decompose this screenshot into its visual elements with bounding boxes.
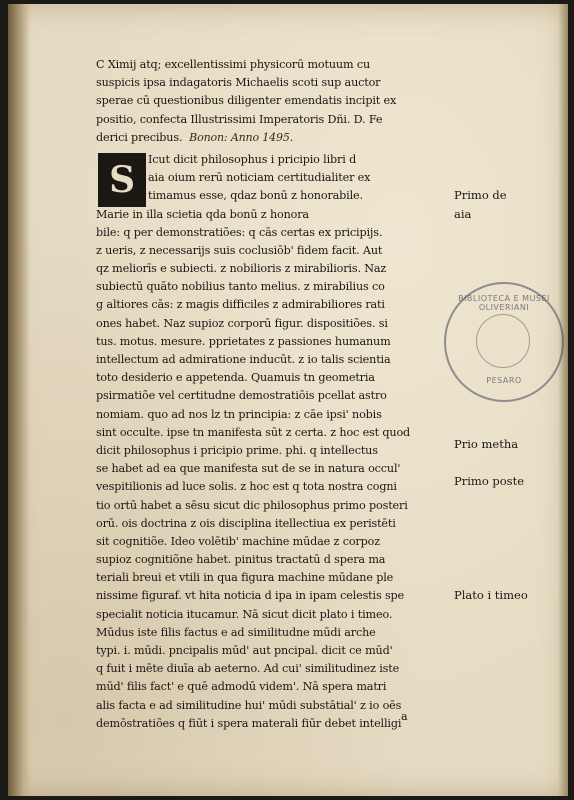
body-line: se habet ad ea que manifesta sut de se in natura occul' <box>96 462 401 476</box>
body-line: sint occulte. ipse tn manifesta sūt z certa. z hoc est quod <box>96 425 411 439</box>
body-line: z ueris, z necessarijs suis coclusiōb' fidem facit. Aut <box>96 243 383 257</box>
body-line: orū. ois doctrina z ois disciplina itellectiua ex peristēti <box>96 516 396 530</box>
decorated-initial-letter: S <box>98 153 146 207</box>
margin-note: Prio metha <box>454 437 519 451</box>
body-line: toto desiderio e appetenda. Quamuis tn geometria <box>96 371 375 385</box>
incipit-line: positio, confecta Illustrissimi Imperatoris Dñi. D. Fe <box>96 112 383 126</box>
body-line: demōstratiões q fiūt i spera materali fiūr debet intelligi <box>96 716 402 730</box>
body-line: psirmatiõe vel certitudne demostratiōis pcellat astro <box>96 389 387 403</box>
incipit-line: sperae cū questionibus diligenter emendatis incipit ex <box>96 94 397 108</box>
body-line: vespitilionis ad luce solis. z hoc est q tota nostra cogni <box>96 480 397 494</box>
body-line: qz meliorīs e subiecti. z nobilioris z mirabilioris. Naz <box>96 262 387 276</box>
body-line: aia oium rerū noticiam certitudialiter ex <box>148 171 371 185</box>
body-line: Icut dicit philosophus i pricipio libri d <box>148 152 357 166</box>
body-line: g altiores cās: z magis difficiles z admirabiliores rati <box>96 298 385 312</box>
main-text-column <box>96 56 441 733</box>
handwritten-date-note: Bonon: Anno 1495. <box>189 130 294 144</box>
signature-mark: a <box>401 710 408 723</box>
body-line: q fuit i mēte diuīa ab aeterno. Ad cui' similitudinez iste <box>96 662 400 676</box>
body-line: Mūdus iste filis factus e ad similitudne mūdi arche <box>96 625 376 639</box>
body-line: tus. motus. mesure. pprietates z passiones humanum <box>96 334 391 348</box>
book-page <box>8 4 568 796</box>
body-line: sit cognitiõe. Ideo volētib' machine mūdae z corpoz <box>96 534 380 548</box>
margin-note: Plato i timeo <box>454 588 528 602</box>
body-line: Marie in illa scietia qda bonū z honora <box>96 207 309 221</box>
incipit-line: C Ximij atq; excellentissimi physicorū motuum cu <box>96 58 371 71</box>
incipit-line: suspicis ipsa indagatoris Michaelis scoti sup auctor <box>96 76 381 90</box>
margin-note: Primo de <box>454 188 507 202</box>
body-line: specialit noticia itucamur. Nā sicut dicit plato i timeo. <box>96 607 393 621</box>
margin-note: aia <box>454 207 472 221</box>
stamp-emblem <box>476 314 530 368</box>
body-line: typi. i. mūdi. pncipalis mūd' aut pncipal. dicit ce mūd' <box>96 644 393 657</box>
margin-note: Primo poste <box>454 474 525 488</box>
incipit <box>96 56 441 147</box>
body-line: dicit philosophus i pricipio prime. phi. q intellectus <box>96 443 378 457</box>
stamp-bottom-text: PESARO <box>486 376 522 385</box>
stamp-top-text: BIBLIOTECA E MUSEI OLIVERIANI <box>458 294 550 312</box>
body-line: nissime figuraf. vt hita noticia d ipa in ipam celestis spe <box>96 589 405 603</box>
body-line: tio ortū habet a sēsu sicut dic philosophus primo posteri <box>96 498 408 512</box>
incipit-line <box>96 129 441 147</box>
body-line: bile: q per demonstratiões: q cās certas ex pricipijs. <box>96 225 383 239</box>
library-stamp <box>444 282 564 402</box>
binding-gutter <box>8 4 30 796</box>
body-line: ones habet. Naz supioz corporū figur. dispositiões. si <box>96 316 388 330</box>
incipit-line-end: derici precibus. <box>96 130 183 144</box>
body-line: teriali breui et vtili in qua figura machine mūdane ple <box>96 571 394 585</box>
body-line: intellectum ad admiratione inducūt. z io talis scientia <box>96 353 391 366</box>
body-line: subiectū quāto nobilius tanto melius. z mirabilius co <box>96 280 385 294</box>
body-line: timamus esse, qdaz bonū z honorabile. <box>148 189 363 203</box>
body-line: alis facta e ad similitudine hui' mūdi substātial' z io oēs <box>96 698 402 712</box>
body-text <box>96 151 441 733</box>
body-line: mūd' filis fact' e quē admodū videm'. Nā spera matri <box>96 680 387 694</box>
body-line: supioz cognitiõne habet. pinitus tractatū d spera ma <box>96 553 386 567</box>
page-edge <box>558 4 568 796</box>
body-line: nomiam. quo ad nos lz tn principia: z cāe ipsi' nobis <box>96 407 382 421</box>
